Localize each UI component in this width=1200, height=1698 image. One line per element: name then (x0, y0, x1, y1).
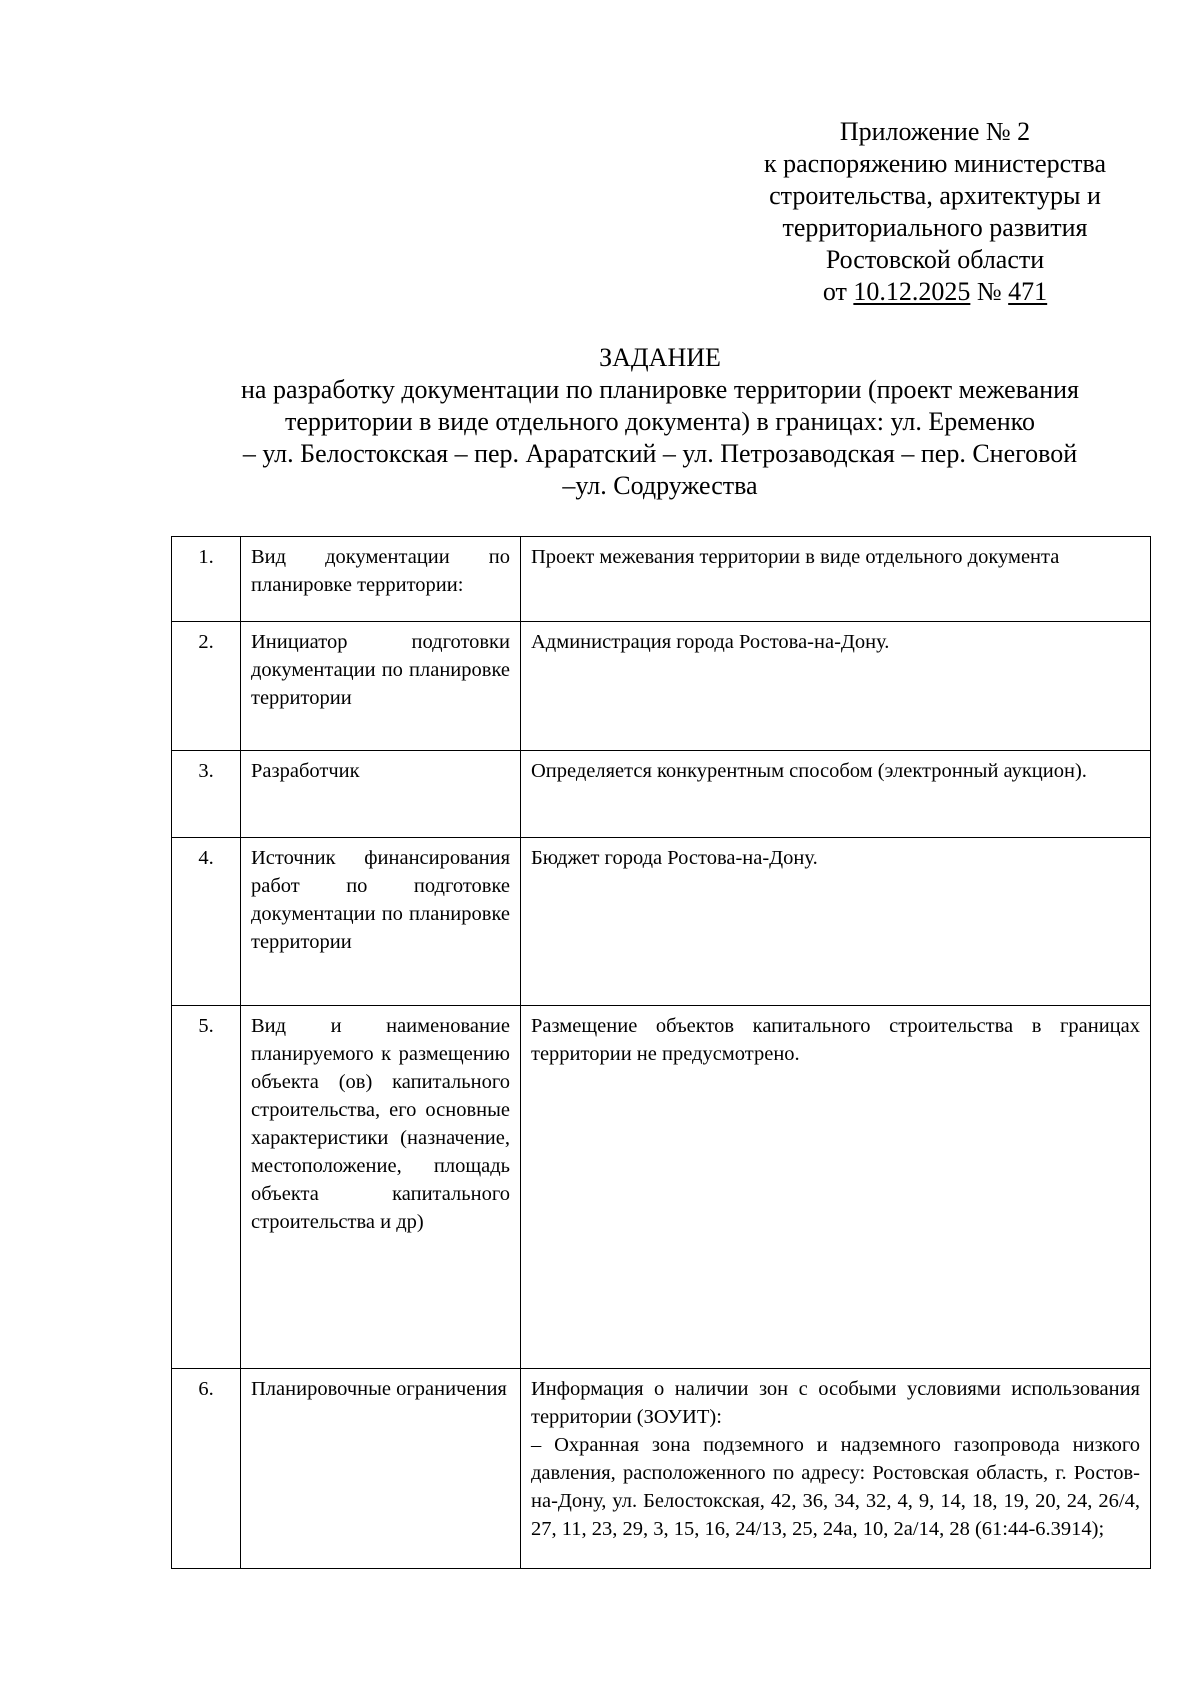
table-row (172, 1006, 1151, 1369)
row-label: Источник финансирования работ по подготовке документации по планировке территории (241, 838, 521, 1006)
row-number: 2. (172, 622, 241, 751)
row-number: 4. (172, 838, 241, 1006)
row-label: Инициатор подготовки документации по планировке территории (241, 622, 521, 751)
row-number: 5. (172, 1006, 241, 1369)
title-subtitle (190, 374, 1130, 502)
row-label: Планировочные ограничения (241, 1369, 521, 1569)
appendix-date-line (700, 276, 1170, 308)
subtitle-line-4: –ул. Содружества (562, 471, 758, 500)
table-row (172, 1369, 1151, 1569)
row-value: Бюджет города Ростова-на-Дону. (521, 838, 1151, 1006)
subtitle-line-1: на разработку документации по планировке территории (проект межевания (241, 375, 1079, 404)
zouit-gas-pipeline-zone: – Охранная зона подземного и надземного газопровода низкого давления, расположенного по адресу: Ростовская область, г. Ростов-на-Дону, ул. Белостокская, 42, 36, 34, 32, 4, 9, 14, 18, 19, 20, 24, 26/4, 27, 11, 23, 29, 3, 15, 16, 24/13, 25, 24а, 10, 2а/14, 28 (61:44-6.3914); (531, 1434, 1140, 1540)
row-number: 6. (172, 1369, 241, 1569)
row-value: Проект межевания территории в виде отдельного документа (521, 537, 1151, 622)
table-row (172, 622, 1151, 751)
table-row (172, 751, 1151, 838)
subtitle-line-2: территории в виде отдельного документа) в границах: ул. Еременко (284, 407, 1035, 436)
date-prefix: от (822, 277, 847, 306)
order-number: 471 (1008, 277, 1048, 306)
appendix-ministry-line1: строительства, архитектуры и (769, 181, 1101, 210)
row-number: 1. (172, 537, 241, 622)
row-value: Размещение объектов капитального строительства в границах территории не предусмотрено. (521, 1006, 1151, 1369)
row-label: Разработчик (241, 751, 521, 838)
appendix-number: Приложение № 2 (839, 117, 1031, 146)
table-row (172, 838, 1151, 1006)
table-row (172, 537, 1151, 622)
appendix-region: Ростовской области (825, 245, 1045, 274)
row-label: Вид документации по планировке территории: (241, 537, 521, 622)
number-sign: № (976, 277, 1002, 306)
row-label: Вид и наименование планируемого к размещению объекта (ов) капитального строительства, его основные характеристики (назначение, местоположение, площадь объекта капитального строительства и др) (241, 1006, 521, 1369)
appendix-header (700, 116, 1170, 308)
row-value: Определяется конкурентным способом (электронный аукцион). (521, 751, 1151, 838)
appendix-ministry-line2: территориального развития (782, 213, 1088, 242)
subtitle-line-3: – ул. Белостокская – пер. Араратский – ул. Петрозаводская – пер. Снеговой (242, 439, 1078, 468)
document-title (190, 342, 1130, 502)
task-table (171, 536, 1151, 1569)
order-date: 10.12.2025 (853, 277, 971, 306)
row-value (521, 1369, 1151, 1569)
zouit-intro: Информация о наличии зон с особыми условиями использования территории (ЗОУИТ): (531, 1378, 1140, 1428)
title-heading: ЗАДАНИЕ (599, 343, 721, 372)
appendix-order-ref: к распоряжению министерства (763, 149, 1106, 178)
row-value: Администрация города Ростова-на-Дону. (521, 622, 1151, 751)
row-number: 3. (172, 751, 241, 838)
